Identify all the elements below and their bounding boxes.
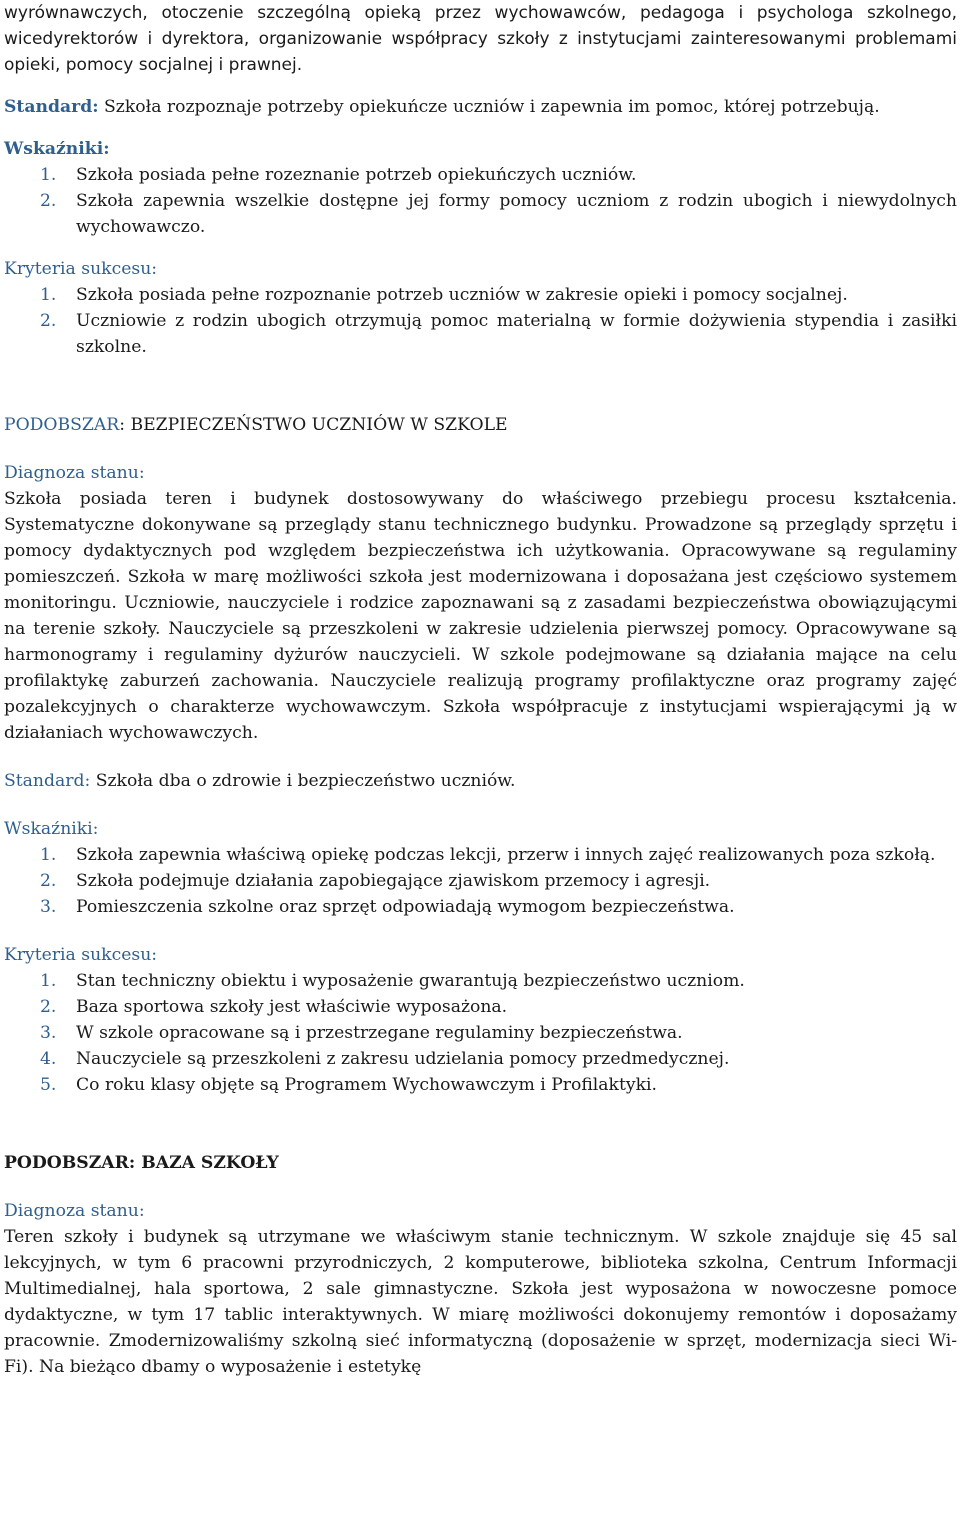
list-item: 1. Szkoła posiada pełne rozpoznanie potrzeb uczniów w zakresie opieki i pomocy socjalnej. (40, 285, 848, 305)
list-item: 2. Uczniowie z rodzin ubogich otrzymują pomoc materialną w formie dożywienia stypendia i zasiłki szkolne. (40, 311, 957, 357)
list-item: 1. Szkoła posiada pełne rozeznanie potrzeb opiekuńczych uczniów. (40, 165, 637, 185)
kryteria-label: Kryteria sukcesu: (4, 259, 158, 279)
wskazniki-list (4, 842, 957, 920)
standard-paragraph (4, 94, 957, 120)
kryteria-list (4, 282, 957, 360)
list-item: 2. Szkoła zapewnia wszelkie dostępne jej formy pomocy uczniom z rodzin ubogich i niewydolnych wychowawczo. (40, 191, 957, 237)
diagnoza-label: Diagnoza stanu: (4, 1201, 145, 1221)
list-item: 1. Szkoła zapewnia właściwą opiekę podczas lekcji, przerw i innych zajęć realizowanych poza szkołą. (40, 845, 936, 865)
wskazniki-list (4, 162, 957, 240)
standard-text: Szkoła dba o zdrowie i bezpieczeństwo uczniów. (90, 771, 516, 791)
wskazniki-label: Wskaźniki: (4, 139, 110, 159)
list-item: 4. Nauczyciele są przeszkoleni z zakresu udzielania pomocy przedmedycznej. (40, 1049, 730, 1069)
standard-label: Standard: (4, 97, 99, 117)
list-item: 1. Stan techniczny obiektu i wyposażenie gwarantują bezpieczeństwo uczniom. (40, 971, 745, 991)
diagnoza-paragraph: Teren szkoły i budynek są utrzymane we właściwym stanie technicznym. W szkole znajduje się 45 sal lekcyjnych, w tym 6 pracowni przyrodniczych, 2 komputerowe, biblioteka szkolna, Centrum Informacji Multimedialnej, hala sportowa, 2 sale gimnastyczne. Szkoła jest wyposażona w nowoczesne pomoce dydaktyczne, w tym 17 tablic interaktywnych. W miarę możliwości dokonujemy remontów i doposażamy pracownie. Zmodernizowaliśmy szkolną sieć informatyczną (doposażenie w sprzęt, modernizacja sieci Wi-Fi). Na bieżąco dbamy o wyposażenie i estetykę (4, 1227, 957, 1377)
list-item: 2. Baza sportowa szkoły jest właściwie wyposażona. (40, 997, 508, 1017)
document-page (4, 0, 957, 1380)
standard-paragraph (4, 768, 957, 794)
standard-label: Standard: (4, 771, 91, 791)
list-item: 3. Pomieszczenia szkolne oraz sprzęt odpowiadają wymogom bezpieczeństwa. (40, 897, 735, 917)
kryteria-label: Kryteria sukcesu: (4, 945, 158, 965)
list-item: 2. Szkoła podejmuje działania zapobiegające zjawiskom przemocy i agresji. (40, 871, 711, 891)
kryteria-list (4, 968, 957, 1098)
intro-paragraph: wyrównawczych, otoczenie szczególną opieką przez wychowawców, pedagoga i psychologa szkolnego, wicedyrektorów i dyrektora, organizowanie współpracy szkoły z instytucjami zainteresowanymi problemami opieki, pomocy socjalnej i prawnej. (4, 3, 957, 75)
list-item: 3. W szkole opracowane są i przestrzegane regulaminy bezpieczeństwa. (40, 1023, 683, 1043)
standard-text: Szkoła rozpoznaje potrzeby opiekuńcze uczniów i zapewnia im pomoc, której potrzebują. (98, 97, 880, 117)
diagnoza-paragraph: Szkoła posiada teren i budynek dostosowywany do właściwego przebiegu procesu kształcenia. Systematyczne dokonywane są przeglądy stanu technicznego budynku. Prowadzone są przeglądy sprzętu i pomocy dydaktycznych pod względem bezpieczeństwa ich użytkowania. Opracowywane są regulaminy pomieszczeń. Szkoła w marę możliwości szkoła jest modernizowana i doposażana jest częściowo systemem monitoringu. Uczniowie, nauczyciele i rodzice zapoznawani są z zasadami bezpieczeństwa obowiązującymi na terenie szkoły. Nauczyciele są przeszkoleni w zakresie udzielenia pierwszej pomocy. Opracowywane są harmonogramy i regulaminy dyżurów nauczycieli. W szkole podejmowane są działania mające na celu profilaktykę zaburzeń zachowania. Nauczyciele realizują programy profilaktyczne oraz programy zajęć pozalekcyjnych o charakterze wychowawczym. Szkoła współpracuje z instytucjami wspierającymi ją w działaniach wychowawczych. (4, 489, 957, 743)
podobszar-heading-baza: PODOBSZAR: BAZA SZKOŁY (4, 1153, 279, 1173)
list-item: 5. Co roku klasy objęte są Programem Wychowawczym i Profilaktyki. (40, 1075, 657, 1095)
wskazniki-label: Wskaźniki: (4, 819, 99, 839)
diagnoza-label: Diagnoza stanu: (4, 463, 145, 483)
podobszar-heading-bezpieczenstwo: PODOBSZAR: BEZPIECZEŃSTWO UCZNIÓW W SZKOLE (4, 415, 508, 435)
